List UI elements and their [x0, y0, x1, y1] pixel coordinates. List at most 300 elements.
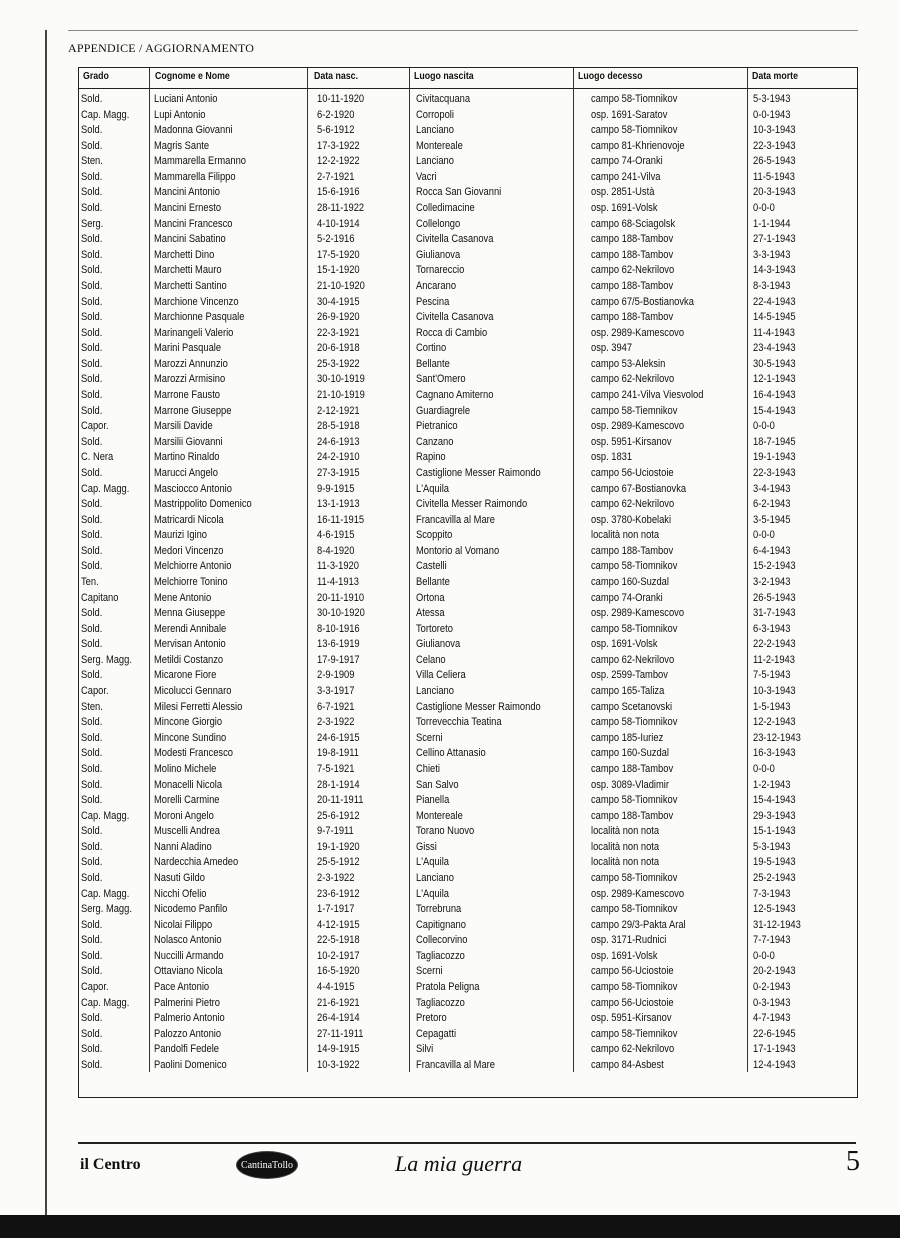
- cell-grado: Sold.: [81, 762, 103, 775]
- cell-death-date: 12-4-1943: [753, 1058, 796, 1071]
- cell-grado: Sold.: [81, 840, 103, 853]
- cell-birth-date: 4-10-1914: [317, 217, 360, 230]
- casualty-table: [78, 67, 858, 1098]
- table-row: [79, 794, 857, 810]
- table-row: [79, 903, 857, 919]
- table-row: [79, 576, 857, 592]
- cell-birth-date: 8-10-1916: [317, 622, 360, 635]
- table-row: [79, 888, 857, 904]
- cell-death-place: campo 160-Suzdal: [591, 747, 669, 760]
- table-row: [79, 950, 857, 966]
- cell-birth-date: 8-4-1920: [317, 544, 355, 557]
- cell-death-place: osp. 2989-Kamescovo: [591, 607, 685, 620]
- cell-birth-place: Atessa: [416, 607, 445, 620]
- cell-birth-place: Pratola Peligna: [416, 981, 480, 994]
- cell-grado: Sold.: [81, 607, 103, 620]
- cell-birth-date: 24-2-1910: [317, 451, 360, 464]
- cell-grado: Sold.: [81, 466, 103, 479]
- cell-death-date: 22-6-1945: [753, 1027, 796, 1040]
- cell-death-date: 7-5-1943: [753, 669, 791, 682]
- cell-name: Mancini Ernesto: [154, 202, 222, 215]
- cell-grado: Sold.: [81, 918, 103, 931]
- cell-death-place: osp. 1691-Volsk: [591, 202, 658, 215]
- cell-birth-place: Tortoreto: [416, 622, 453, 635]
- cell-grado: Capor.: [81, 981, 109, 994]
- cell-birth-date: 27-11-1911: [317, 1027, 364, 1040]
- cell-grado: Sold.: [81, 622, 103, 635]
- cell-grado: Capor.: [81, 685, 109, 698]
- cell-death-date: 3-5-1945: [753, 513, 791, 526]
- cell-birth-date: 5-2-1916: [317, 233, 355, 246]
- cell-birth-date: 4-12-1915: [317, 918, 360, 931]
- cell-name: Marinangeli Valerio: [154, 326, 234, 339]
- cell-birth-date: 2-3-1922: [317, 716, 355, 729]
- table-row: [79, 732, 857, 748]
- cell-name: Palmerio Antonio: [154, 1012, 225, 1025]
- cell-death-place: campo 188-Tambov: [591, 279, 674, 292]
- table-row: [79, 311, 857, 327]
- cell-grado: Sold.: [81, 404, 103, 417]
- header-birth-place: Luogo nascita: [414, 71, 474, 82]
- cell-death-place: campo 58-Tiomnikov: [591, 903, 678, 916]
- header-death-place: Luogo decesso: [578, 71, 643, 82]
- cell-death-date: 3-4-1943: [753, 482, 791, 495]
- cell-birth-place: L'Aquila: [416, 856, 449, 869]
- table-row: [79, 638, 857, 654]
- cell-death-date: 15-2-1943: [753, 560, 796, 573]
- cell-grado: Sold.: [81, 544, 103, 557]
- table-row: [79, 592, 857, 608]
- cell-death-place: località non nota: [591, 825, 660, 838]
- table-row: [79, 342, 857, 358]
- cell-grado: Sold.: [81, 669, 103, 682]
- cell-name: Marsili Davide: [154, 420, 213, 433]
- cell-birth-place: Rocca di Cambio: [416, 326, 488, 339]
- cell-death-place: località non nota: [591, 529, 660, 542]
- cell-birth-date: 21-10-1920: [317, 279, 365, 292]
- table-row: [79, 249, 857, 265]
- cell-birth-date: 5-6-1912: [317, 124, 355, 137]
- cell-grado: Sold.: [81, 295, 103, 308]
- cell-death-place: campo 58-Tiemnikov: [591, 1027, 678, 1040]
- scan-binding-edge: [45, 30, 47, 1215]
- table-row: [79, 218, 857, 234]
- cell-birth-place: Lanciano: [416, 685, 454, 698]
- cell-birth-date: 20-11-1910: [317, 591, 365, 604]
- cell-birth-place: Giulianova: [416, 638, 461, 651]
- table-row: [79, 685, 857, 701]
- cell-grado: Sold.: [81, 716, 103, 729]
- cell-birth-place: Chieti: [416, 762, 440, 775]
- cell-name: Marozzi Annunzio: [154, 357, 228, 370]
- cell-birth-date: 20-11-1911: [317, 794, 364, 807]
- cell-name: Mervisan Antonio: [154, 638, 226, 651]
- cell-death-date: 14-3-1943: [753, 264, 796, 277]
- cell-name: Madonna Giovanni: [154, 124, 233, 137]
- cell-name: Lupi Antonio: [154, 108, 206, 121]
- cell-death-date: 25-2-1943: [753, 872, 796, 884]
- cell-birth-place: Capitignano: [416, 918, 466, 931]
- cell-name: Nicchi Ofelio: [154, 887, 207, 900]
- table-row: [79, 1028, 857, 1044]
- cell-birth-date: 4-4-1915: [317, 981, 355, 994]
- cell-birth-date: 7-5-1921: [317, 762, 355, 775]
- cell-death-place: campo 58-Tiomnikov: [591, 872, 678, 884]
- table-row: [79, 451, 857, 467]
- cell-name: Pandolfi Fedele: [154, 1043, 219, 1056]
- cell-name: Merendi Annibale: [154, 622, 227, 635]
- cell-name: Marini Pasquale: [154, 342, 222, 355]
- cell-birth-place: Lanciano: [416, 872, 454, 884]
- cell-birth-date: 13-6-1919: [317, 638, 360, 651]
- cell-name: Luciani Antonio: [154, 93, 218, 105]
- cell-death-place: campo 185-Iuriez: [591, 731, 664, 744]
- section-title: APPENDICE / AGGIORNAMENTO: [68, 41, 255, 55]
- cell-birth-place: Francavilla al Mare: [416, 513, 495, 526]
- cell-death-place: campo 81-Khrienovoje: [591, 139, 685, 152]
- cell-name: Milesi Ferretti Alessio: [154, 700, 243, 713]
- cell-birth-date: 24-6-1913: [317, 435, 360, 448]
- cell-death-date: 18-7-1945: [753, 435, 796, 448]
- cell-birth-date: 15-6-1916: [317, 186, 360, 199]
- cell-death-place: campo 74-Oranki: [591, 155, 663, 168]
- sponsor-logo-text: CantinaTollo: [240, 1159, 294, 1171]
- cell-name: Mincone Sundino: [154, 731, 227, 744]
- cell-birth-date: 2-9-1909: [317, 669, 355, 682]
- cell-death-date: 15-4-1943: [753, 404, 796, 417]
- cell-name: Metildi Costanzo: [154, 653, 224, 666]
- cell-death-place: osp. 3171-Rudnici: [591, 934, 667, 947]
- cell-death-date: 5-3-1943: [753, 93, 791, 105]
- cell-death-date: 1-2-1943: [753, 778, 791, 791]
- table-row: [79, 841, 857, 857]
- cell-grado: Cap. Magg.: [81, 108, 130, 121]
- cell-grado: Sold.: [81, 1058, 103, 1071]
- cell-birth-place: Bellante: [416, 357, 450, 370]
- cell-birth-place: Villa Celiera: [416, 669, 466, 682]
- scan-bottom-edge: [0, 1215, 900, 1238]
- cell-death-place: campo 188-Tambov: [591, 248, 674, 261]
- cell-name: Mancini Francesco: [154, 217, 233, 230]
- table-row: [79, 109, 857, 125]
- cell-birth-place: Gissi: [416, 840, 437, 853]
- cell-death-place: osp. 5951-Kirsanov: [591, 435, 672, 448]
- cell-death-place: campo 67-Bostianovka: [591, 482, 687, 495]
- cell-birth-date: 19-8-1911: [317, 747, 359, 760]
- cell-grado: Sold.: [81, 872, 103, 884]
- cell-death-date: 15-1-1943: [753, 825, 796, 838]
- cell-grado: Cap. Magg.: [81, 482, 130, 495]
- header-name: Cognome e Nome: [155, 71, 230, 82]
- cell-death-date: 0-0-0: [753, 529, 775, 542]
- cell-death-date: 20-3-1943: [753, 186, 796, 199]
- cell-death-place: campo 188-Tambov: [591, 762, 674, 775]
- cell-name: Marucci Angelo: [154, 466, 218, 479]
- cell-birth-place: Civitella Casanova: [416, 311, 494, 324]
- cell-death-date: 1-5-1943: [753, 700, 791, 713]
- table-row: [79, 779, 857, 795]
- cell-name: Maurizi Igino: [154, 529, 208, 542]
- cell-grado: Sold.: [81, 389, 103, 402]
- cell-death-date: 12-2-1943: [753, 716, 796, 729]
- cell-grado: C. Nera: [81, 451, 114, 464]
- cell-birth-place: Castiglione Messer Raimondo: [416, 466, 541, 479]
- cell-grado: Sold.: [81, 202, 103, 215]
- table-row: [79, 545, 857, 561]
- cell-death-place: località non nota: [591, 856, 660, 869]
- cell-death-date: 8-3-1943: [753, 279, 791, 292]
- cell-death-place: osp. 2989-Kamescovo: [591, 420, 685, 433]
- cell-birth-date: 21-6-1921: [317, 996, 360, 1009]
- cell-birth-place: Pescina: [416, 295, 450, 308]
- cell-name: Medori Vincenzo: [154, 544, 224, 557]
- cell-birth-place: Civitella Casanova: [416, 233, 494, 246]
- cell-grado: Serg. Magg.: [81, 653, 132, 666]
- cell-birth-date: 3-3-1917: [317, 685, 355, 698]
- cell-name: Nuccilli Armando: [154, 949, 224, 962]
- cell-death-place: campo 188-Tambov: [591, 311, 674, 324]
- cell-name: Mancini Sabatino: [154, 233, 226, 246]
- cell-grado: Sold.: [81, 186, 103, 199]
- page-number: 5: [846, 1146, 860, 1177]
- cell-death-place: campo 58-Tiomnikov: [591, 93, 678, 105]
- cell-death-place: campo 160-Suzdal: [591, 575, 669, 588]
- table-row: [79, 327, 857, 343]
- cell-birth-place: Celano: [416, 653, 446, 666]
- table-row: [79, 997, 857, 1013]
- cell-death-date: 0-0-0: [753, 420, 775, 433]
- cell-birth-date: 11-3-1920: [317, 560, 359, 573]
- cell-birth-place: Cellino Attanasio: [416, 747, 486, 760]
- table-row: [79, 467, 857, 483]
- cell-grado: Sten.: [81, 700, 103, 713]
- header-grado: Grado: [83, 71, 109, 82]
- table-row: [79, 389, 857, 405]
- table-row: [79, 202, 857, 218]
- cell-death-date: 22-4-1943: [753, 295, 796, 308]
- cell-name: Ottaviano Nicola: [154, 965, 223, 978]
- table-row: [79, 981, 857, 997]
- cell-grado: Ten.: [81, 575, 99, 588]
- cell-death-date: 20-2-1943: [753, 965, 796, 978]
- cell-grado: Sold.: [81, 778, 103, 791]
- cell-name: Matricardi Nicola: [154, 513, 224, 526]
- cell-name: Melchiorre Tonino: [154, 575, 228, 588]
- cell-birth-date: 2-3-1922: [317, 872, 355, 884]
- cell-death-place: osp. 3947: [591, 342, 633, 355]
- cell-death-date: 12-1-1943: [753, 373, 796, 386]
- cell-death-date: 11-5-1943: [753, 170, 795, 183]
- cell-grado: Sold.: [81, 1043, 103, 1056]
- cell-birth-place: Rapino: [416, 451, 446, 464]
- cell-name: Nardecchia Amedeo: [154, 856, 239, 869]
- cell-birth-date: 19-1-1920: [317, 840, 360, 853]
- table-row: [79, 358, 857, 374]
- cell-name: Nolasco Antonio: [154, 934, 222, 947]
- cell-name: Marrone Fausto: [154, 389, 221, 402]
- cell-birth-date: 26-9-1920: [317, 311, 360, 324]
- cell-birth-place: Canzano: [416, 435, 454, 448]
- cell-birth-date: 17-9-1917: [317, 653, 360, 666]
- table-row: [79, 296, 857, 312]
- cell-grado: Cap. Magg.: [81, 996, 130, 1009]
- cell-birth-date: 17-5-1920: [317, 248, 360, 261]
- cell-birth-date: 10-3-1922: [317, 1058, 360, 1071]
- cell-birth-date: 30-10-1920: [317, 607, 365, 620]
- cell-grado: Sold.: [81, 139, 103, 152]
- cell-death-place: osp. 2851-Ustà: [591, 186, 655, 199]
- cell-birth-place: Cortino: [416, 342, 447, 355]
- cell-death-date: 27-1-1943: [753, 233, 796, 246]
- table-row: [79, 280, 857, 296]
- cell-name: Monacelli Nicola: [154, 778, 223, 791]
- table-row: [79, 171, 857, 187]
- cell-name: Palmerini Pietro: [154, 996, 220, 1009]
- cell-birth-date: 13-1-1913: [317, 498, 360, 511]
- cell-grado: Sten.: [81, 155, 103, 168]
- cell-death-date: 19-1-1943: [753, 451, 796, 464]
- cell-name: Marozzi Armisino: [154, 373, 226, 386]
- table-row: [79, 919, 857, 935]
- cell-death-place: campo 53-Aleksin: [591, 357, 666, 370]
- table-row: [79, 140, 857, 156]
- cell-death-place: campo 62-Nekrilovo: [591, 498, 675, 511]
- cell-grado: Serg.: [81, 217, 104, 230]
- table-row: [79, 856, 857, 872]
- cell-death-date: 5-3-1943: [753, 840, 791, 853]
- cell-birth-date: 6-7-1921: [317, 700, 355, 713]
- cell-death-place: osp. 2989-Kamescovo: [591, 326, 685, 339]
- cell-birth-place: Giulianova: [416, 248, 461, 261]
- cell-grado: Sold.: [81, 856, 103, 869]
- table-row: [79, 701, 857, 717]
- cell-birth-date: 16-5-1920: [317, 965, 360, 978]
- cell-grado: Cap. Magg.: [81, 887, 130, 900]
- cell-birth-date: 30-4-1915: [317, 295, 360, 308]
- cell-death-date: 0-2-1943: [753, 981, 791, 994]
- cell-name: Moroni Angelo: [154, 809, 214, 822]
- cell-grado: Sold.: [81, 513, 103, 526]
- cell-birth-date: 28-5-1918: [317, 420, 360, 433]
- cell-birth-date: 25-3-1922: [317, 357, 360, 370]
- cell-birth-date: 9-7-1911: [317, 825, 354, 838]
- cell-name: Mincone Giorgio: [154, 716, 223, 729]
- cell-grado: Sold.: [81, 638, 103, 651]
- table-row: [79, 560, 857, 576]
- table-row: [79, 1043, 857, 1059]
- cell-death-date: 1-1-1944: [753, 217, 791, 230]
- cell-death-date: 29-3-1943: [753, 809, 796, 822]
- cell-birth-place: Montorio al Vomano: [416, 544, 500, 557]
- table-row: [79, 155, 857, 171]
- cell-birth-place: Colledimacine: [416, 202, 475, 215]
- cell-grado: Sold.: [81, 965, 103, 978]
- cell-death-place: campo 58-Tiomnikov: [591, 716, 678, 729]
- cell-birth-date: 25-6-1912: [317, 809, 360, 822]
- cell-birth-place: Tagliacozzo: [416, 996, 465, 1009]
- cell-death-place: campo 58-Tiomnikov: [591, 622, 678, 635]
- cell-grado: Sold.: [81, 435, 103, 448]
- cell-birth-date: 21-10-1919: [317, 389, 365, 402]
- cell-birth-date: 27-3-1915: [317, 466, 360, 479]
- cell-grado: Sold.: [81, 311, 103, 324]
- table-row: [79, 623, 857, 639]
- cell-grado: Sold.: [81, 498, 103, 511]
- cell-name: Nicodemo Panfilo: [154, 903, 228, 916]
- cell-birth-place: Sant'Omero: [416, 373, 466, 386]
- cell-birth-place: Ancarano: [416, 279, 457, 292]
- cell-death-place: osp. 3089-Vladimir: [591, 778, 669, 791]
- cell-death-place: campo 58-Tiemnikov: [591, 404, 678, 417]
- cell-death-place: campo 74-Oranki: [591, 591, 663, 604]
- cell-name: Marchetti Dino: [154, 248, 215, 261]
- cell-name: Paolini Domenico: [154, 1058, 227, 1071]
- cell-death-date: 0-0-0: [753, 949, 775, 962]
- cell-grado: Sold.: [81, 934, 103, 947]
- cell-death-date: 19-5-1943: [753, 856, 796, 869]
- cell-birth-place: Bellante: [416, 575, 450, 588]
- cell-birth-date: 14-9-1915: [317, 1043, 360, 1056]
- cell-birth-place: L'Aquila: [416, 887, 449, 900]
- cell-death-place: campo 188-Tambov: [591, 544, 674, 557]
- cell-birth-date: 10-2-1917: [317, 949, 360, 962]
- publication-name: il Centro: [80, 1156, 141, 1173]
- cell-grado: Serg. Magg.: [81, 903, 132, 916]
- cell-name: Marchione Vincenzo: [154, 295, 239, 308]
- cell-death-date: 11-2-1943: [753, 653, 795, 666]
- cell-death-date: 23-4-1943: [753, 342, 796, 355]
- table-row: [79, 763, 857, 779]
- table-row: [79, 934, 857, 950]
- table-row: [79, 716, 857, 732]
- cell-birth-place: Montereale: [416, 809, 463, 822]
- cell-death-date: 11-4-1943: [753, 326, 795, 339]
- cell-birth-place: Ortona: [416, 591, 445, 604]
- cell-name: Marrone Giuseppe: [154, 404, 232, 417]
- cell-death-place: osp. 1691-Volsk: [591, 638, 658, 651]
- cell-death-place: campo 188-Tambov: [591, 233, 674, 246]
- sponsor-logo: [236, 1151, 298, 1179]
- cell-birth-place: Corropoli: [416, 108, 454, 121]
- cell-birth-place: Montereale: [416, 139, 463, 152]
- cell-death-place: campo 241-Vilva Viesvolod: [591, 389, 704, 402]
- table-row: [79, 420, 857, 436]
- table-row: [79, 825, 857, 841]
- cell-birth-date: 22-3-1921: [317, 326, 360, 339]
- cell-birth-place: Collelongo: [416, 217, 461, 230]
- cell-death-place: campo 68-Sciagolsk: [591, 217, 676, 230]
- cell-grado: Sold.: [81, 794, 103, 807]
- cell-birth-date: 11-4-1913: [317, 575, 359, 588]
- cell-grado: Sold.: [81, 93, 103, 105]
- cell-death-date: 22-2-1943: [753, 638, 796, 651]
- footer-rule: [78, 1142, 856, 1144]
- cell-name: Nasuti Gildo: [154, 872, 205, 884]
- cell-death-place: campo 165-Taliza: [591, 685, 665, 698]
- cell-death-date: 0-3-1943: [753, 996, 791, 1009]
- cell-name: Morelli Carmine: [154, 794, 220, 807]
- cell-grado: Sold.: [81, 279, 103, 292]
- table-row: [79, 810, 857, 826]
- cell-death-place: campo 62-Nekrilovo: [591, 653, 675, 666]
- cell-grado: Sold.: [81, 170, 103, 183]
- cell-death-place: osp. 1831: [591, 451, 633, 464]
- cell-birth-place: L'Aquila: [416, 482, 449, 495]
- cell-death-place: osp. 1691-Saratov: [591, 108, 668, 121]
- cell-birth-place: Pietranico: [416, 420, 458, 433]
- cell-grado: Sold.: [81, 248, 103, 261]
- cell-birth-place: Civitella Messer Raimondo: [416, 498, 528, 511]
